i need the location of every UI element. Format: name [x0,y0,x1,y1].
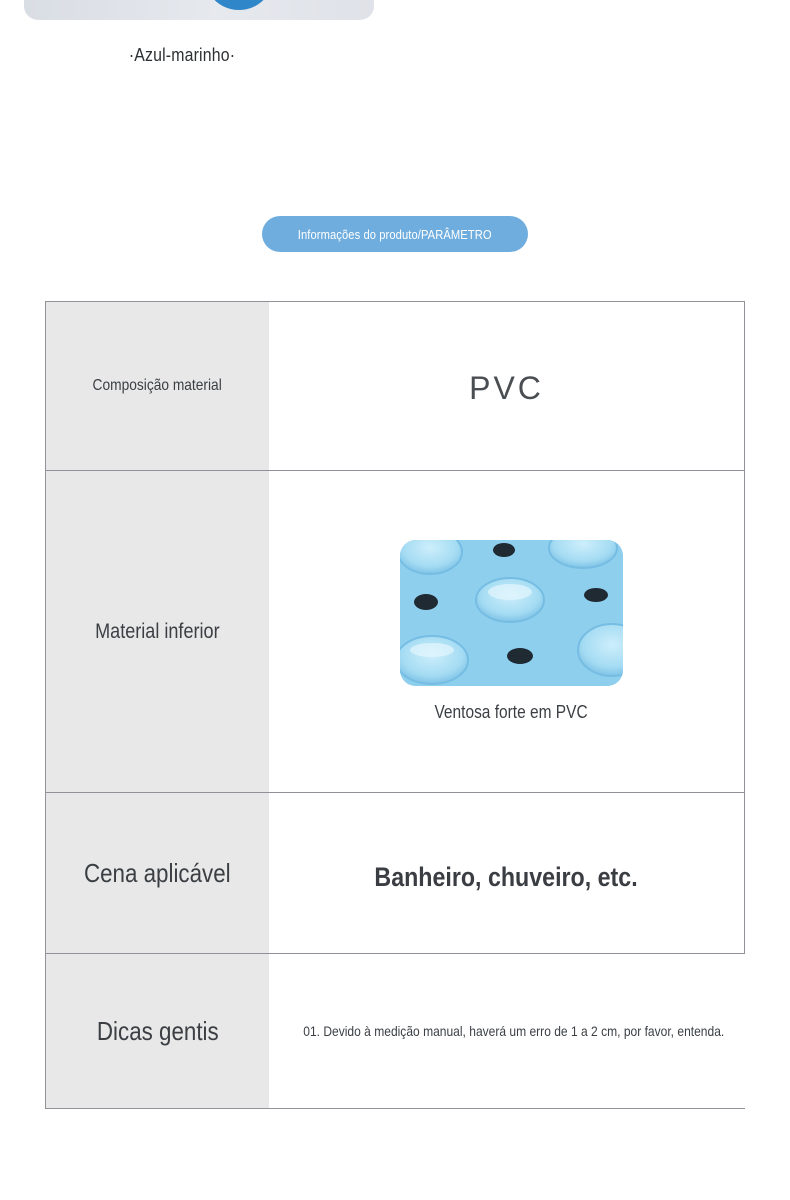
row-label: Composição material [92,377,223,394]
row-label-cell [46,471,269,792]
section-title-text: Informações do produto/PARÂMETRO [298,226,492,242]
row-label: Dicas gentis [96,1015,219,1046]
table-row-bottom-material [46,470,744,792]
row-value-cell [269,954,759,1108]
suction-cup-image [400,540,623,686]
row-value-cell [269,471,744,792]
row-label: Material inferior [95,619,220,643]
row-value-cell [269,793,744,953]
row-value: 01. Devido à medição manual, haverá um erro de 1 a 2 cm, por favor, entenda. [303,1023,725,1039]
table-row-applicable-scene [46,792,744,953]
product-image-detail [204,0,274,10]
row-value: Banheiro, chuveiro, etc. [374,861,639,892]
product-image-navy [24,0,374,20]
row-label-cell [46,954,269,1108]
row-value: PVC [469,369,544,406]
table-row-material-composition [46,302,744,470]
row-label-cell [46,793,269,953]
color-name-caption: ·Azul-marinho· [128,45,236,65]
row-label: Cena aplicável [84,857,231,888]
row-value-cell [269,302,744,470]
product-info-section-title [262,216,528,252]
suction-cup-illustration [400,540,623,686]
bottom-material-block [400,540,623,723]
bottom-material-caption: Ventosa forte em PVC [434,702,589,722]
row-label-cell [46,302,269,470]
table-row-kind-tips [46,953,744,1108]
parameter-table [45,301,745,1109]
